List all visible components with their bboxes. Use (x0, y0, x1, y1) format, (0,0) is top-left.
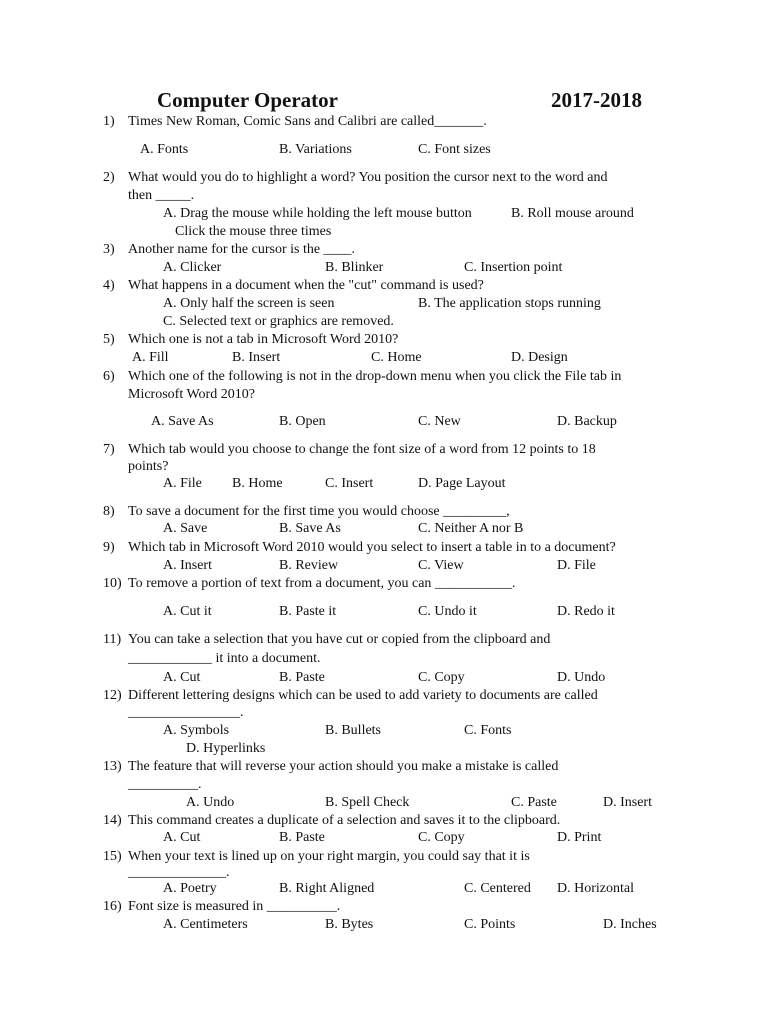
question-text: points? (128, 459, 169, 474)
question-text: __________. (128, 777, 202, 792)
question-text: To save a document for the first time you would choose _________, (128, 504, 510, 519)
option: C. Neither A nor B (418, 521, 524, 536)
option: C. Insertion point (464, 260, 563, 275)
option: D. Insert (603, 795, 652, 810)
option: C. Points (464, 917, 516, 932)
question-text: ____________ it into a document. (128, 651, 321, 666)
question-number: 14) (103, 813, 122, 828)
option: C. Home (371, 350, 422, 365)
question-text: Another name for the cursor is the ____. (128, 242, 356, 257)
option: C. View (418, 558, 464, 573)
question-number: 13) (103, 759, 122, 774)
option: A. Insert (163, 558, 212, 573)
question-text: Times New Roman, Comic Sans and Calibri are called_______. (128, 114, 487, 129)
option: B. Right Aligned (279, 881, 375, 896)
option: A. Symbols (163, 723, 230, 738)
question-text: The feature that will reverse your action should you make a mistake is called (128, 759, 559, 774)
option: A. Undo (186, 795, 235, 810)
option: A. File (163, 476, 202, 491)
question-text: then _____. (128, 188, 195, 203)
question-text: You can take a selection that you have cut or copied from the clipboard and (128, 632, 551, 647)
question-text: Which tab would you choose to change the font size of a word from 12 points to 18 (128, 442, 596, 457)
option: C. Selected text or graphics are removed. (163, 314, 394, 329)
option: D. Backup (557, 414, 617, 429)
option: Click the mouse three times (175, 224, 332, 239)
option: B. Spell Check (325, 795, 410, 810)
question-text: Which tab in Microsoft Word 2010 would you select to insert a table in to a document? (128, 540, 616, 555)
question-text: ________________. (128, 705, 244, 720)
question-number: 3) (103, 242, 115, 257)
option: D. Inches (603, 917, 657, 932)
question-number: 9) (103, 540, 115, 555)
option: B. Paste (279, 830, 325, 845)
option: A. Cut (163, 670, 201, 685)
option: B. Bytes (325, 917, 374, 932)
option: B. Save As (279, 521, 341, 536)
question-number: 2) (103, 170, 115, 185)
option: B. Variations (279, 142, 352, 157)
option: D. Horizontal (557, 881, 634, 896)
option: A. Cut (163, 830, 201, 845)
option: B. Paste it (279, 604, 337, 619)
option: C. Copy (418, 670, 465, 685)
page-title: Computer Operator (157, 88, 338, 112)
option: B. The application stops running (418, 296, 601, 311)
question-number: 11) (103, 632, 122, 647)
option: D. File (557, 558, 596, 573)
question-number: 8) (103, 504, 115, 519)
option: A. Drag the mouse while holding the left mouse button (163, 206, 472, 221)
question-number: 7) (103, 442, 115, 457)
option: A. Cut it (163, 604, 212, 619)
option: A. Fonts (140, 142, 189, 157)
option: A. Save (163, 521, 208, 536)
option: B. Blinker (325, 260, 384, 275)
question-text: Microsoft Word 2010? (128, 387, 255, 402)
question-number: 4) (103, 278, 115, 293)
option: D. Undo (557, 670, 606, 685)
option: B. Insert (232, 350, 281, 365)
question-text: ______________. (128, 865, 230, 880)
question-text: What happens in a document when the "cut" command is used? (128, 278, 484, 293)
question-number: 6) (103, 369, 115, 384)
option: C. Copy (418, 830, 465, 845)
option: C. New (418, 414, 461, 429)
option: A. Clicker (163, 260, 222, 275)
question-text: To remove a portion of text from a document, you can ___________. (128, 576, 516, 591)
question-text: What would you do to highlight a word? You position the cursor next to the word and (128, 170, 608, 185)
question-text: Font size is measured in __________. (128, 899, 341, 914)
question-number: 15) (103, 849, 122, 864)
question-number: 16) (103, 899, 122, 914)
option: C. Fonts (464, 723, 512, 738)
question-number: 12) (103, 688, 122, 703)
option: D. Page Layout (418, 476, 506, 491)
year-label: 2017-2018 (551, 88, 642, 112)
option: C. Insert (325, 476, 374, 491)
question-text: When your text is lined up on your right margin, you could say that it is (128, 849, 530, 864)
option: A. Poetry (163, 881, 217, 896)
option: C. Paste (511, 795, 557, 810)
option: B. Paste (279, 670, 325, 685)
option: C. Undo it (418, 604, 477, 619)
option: C. Font sizes (418, 142, 491, 157)
question-text: Which one of the following is not in the drop-down menu when you click the File tab in (128, 369, 622, 384)
question-number: 10) (103, 576, 122, 591)
option: B. Bullets (325, 723, 382, 738)
option: B. Review (279, 558, 339, 573)
question-text: Different lettering designs which can be used to add variety to documents are called (128, 688, 598, 703)
option: D. Design (511, 350, 568, 365)
option: A. Only half the screen is seen (163, 296, 335, 311)
option: D. Redo it (557, 604, 615, 619)
option: C. Centered (464, 881, 531, 896)
question-number: 1) (103, 114, 115, 129)
option: A. Centimeters (163, 917, 248, 932)
question-text: Which one is not a tab in Microsoft Word 2010? (128, 332, 399, 347)
option: B. Open (279, 414, 326, 429)
option: D. Hyperlinks (186, 741, 266, 756)
option: B. Roll mouse around (511, 206, 634, 221)
option: B. Home (232, 476, 283, 491)
option: D. Print (557, 830, 602, 845)
option: A. Fill (132, 350, 169, 365)
option: A. Save As (151, 414, 214, 429)
question-text: This command creates a duplicate of a selection and saves it to the clipboard. (128, 813, 561, 828)
question-number: 5) (103, 332, 115, 347)
